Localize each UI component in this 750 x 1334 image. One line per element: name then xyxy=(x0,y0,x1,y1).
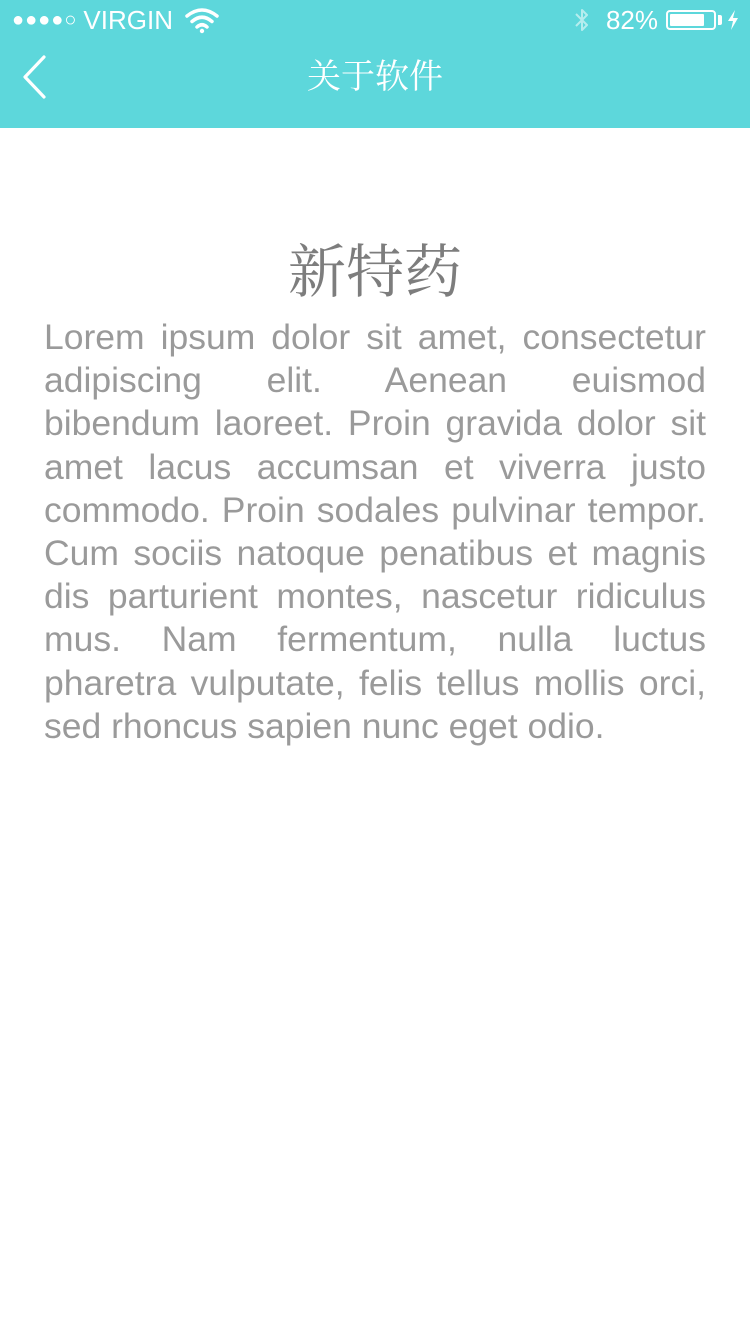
charging-bolt-icon xyxy=(726,9,740,31)
battery-icon xyxy=(666,10,716,30)
header-bar xyxy=(0,0,750,128)
app-name-heading: 新特药 xyxy=(287,239,462,305)
wifi-icon xyxy=(185,6,219,34)
page-title: 关于软件 xyxy=(307,58,443,96)
signal-strength-icon: ●●●●○ xyxy=(12,9,78,31)
status-right xyxy=(572,4,740,36)
battery-fill xyxy=(670,14,704,26)
bluetooth-icon xyxy=(572,6,592,34)
battery-percent: 82% xyxy=(605,5,658,35)
battery-tip xyxy=(718,15,722,25)
status-bar xyxy=(0,0,750,40)
app-description: Lorem ipsum dolor sit amet, consectetur adipiscing elit. Aenean euismod bibendum laoreet. Proin gravida dolor sit amet lacus accumsan et viverra justo commodo. Proin sodales pulvinar tempor. Cum sociis natoque penatibus et magnis dis parturient montes, nascetur ridiculus mus. Nam fermentum, nulla luctus pharetra vulputate, felis tellus mollis orci, sed rhoncus sapien nunc eget odio. xyxy=(44,317,706,746)
carrier-name: VIRGIN xyxy=(83,5,173,35)
status-left xyxy=(12,4,219,36)
